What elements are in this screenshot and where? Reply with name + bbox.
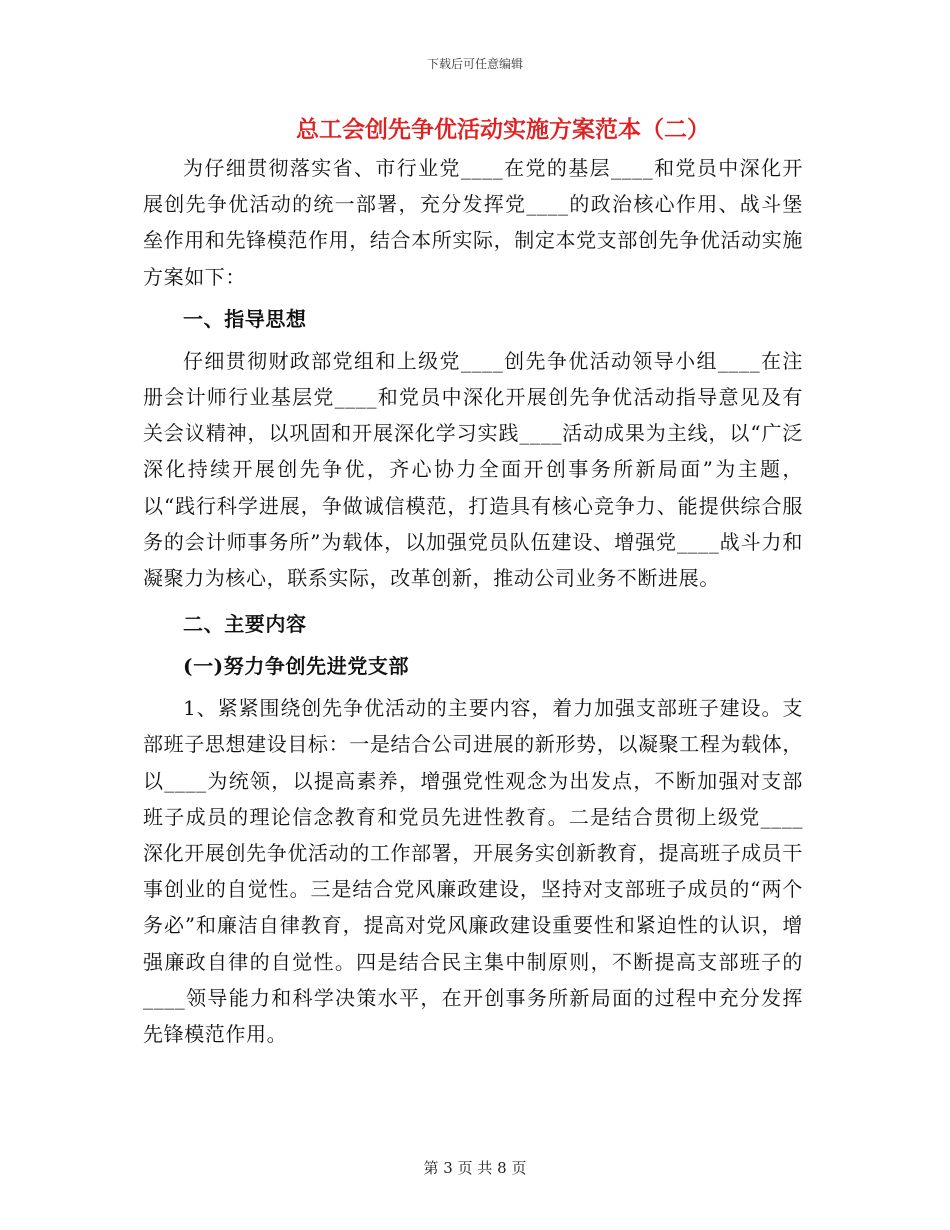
- intro-paragraph: 为仔细贯彻落实省、市行业党____在党的基层____和党员中深化开展创先争优活动的统一部署，充分发挥党____的政治核心作用、战斗堡垒作用和先锋模范作用，结合本所实际，制定本党支部创先争优活动实施方案如下：: [143, 156, 803, 289]
- page-number: 第 3 页 共 8 页: [423, 1159, 527, 1177]
- section-heading-main-content: 二、主要内容: [183, 612, 307, 637]
- document-body: [143, 112, 803, 1052]
- guiding-ideology-paragraph: 仔细贯彻财政部党组和上级党____创先争优活动领导小组____在注册会计师行业基层党____和党员中深化开展创先争优活动指导意见及有关会议精神，以巩固和开展深化学习实践____活动成果为主线，以“广泛深化持续开展创先争优，齐心协力全面开创事务所新局面”为主题，以“践行科学进展，争做诚信模范，打造具有核心竞争力、能提供综合服务的会计师事务所”为载体，以加强党员队伍建设、增强党____战斗力和凝聚力为核心，联系实际，改革创新，推动公司业务不断进展。: [143, 348, 803, 591]
- item-1-paragraph: 1、紧紧围绕创先争优活动的主要内容，着力加强支部班子建设。支部班子思想建设目标：一是结合公司进展的新形势，以凝聚工程为载体，以____为统领，以提高素养，增强党性观念为出发点，不断加强对支部班子成员的理论信念教育和党员先进性教育。二是结合贯彻上级党____深化开展创先争优活动的工作部署，开展务实创新教育，提高班子成员干事创业的自觉性。三是结合党风廉政建设，坚持对支部班子成员的“两个务必”和廉洁自律教育，提高对党风廉政建设重要性和紧迫性的认识，增强廉政自律的自觉性。四是结合民主集中制原则，不断提高支部班子的____领导能力和科学决策水平，在开创事务所新局面的过程中充分发挥先锋模范作用。: [143, 696, 803, 1047]
- spacer: [143, 596, 803, 606]
- section-heading-guiding-ideology: 一、指导思想: [183, 306, 307, 331]
- subsection-heading-advanced-branch: (一)努力争创先进党支部: [183, 654, 410, 679]
- page-header-note: 下载后可任意编辑: [426, 57, 523, 71]
- document-title: 总工会创先争优活动实施方案范本（二）: [296, 116, 710, 143]
